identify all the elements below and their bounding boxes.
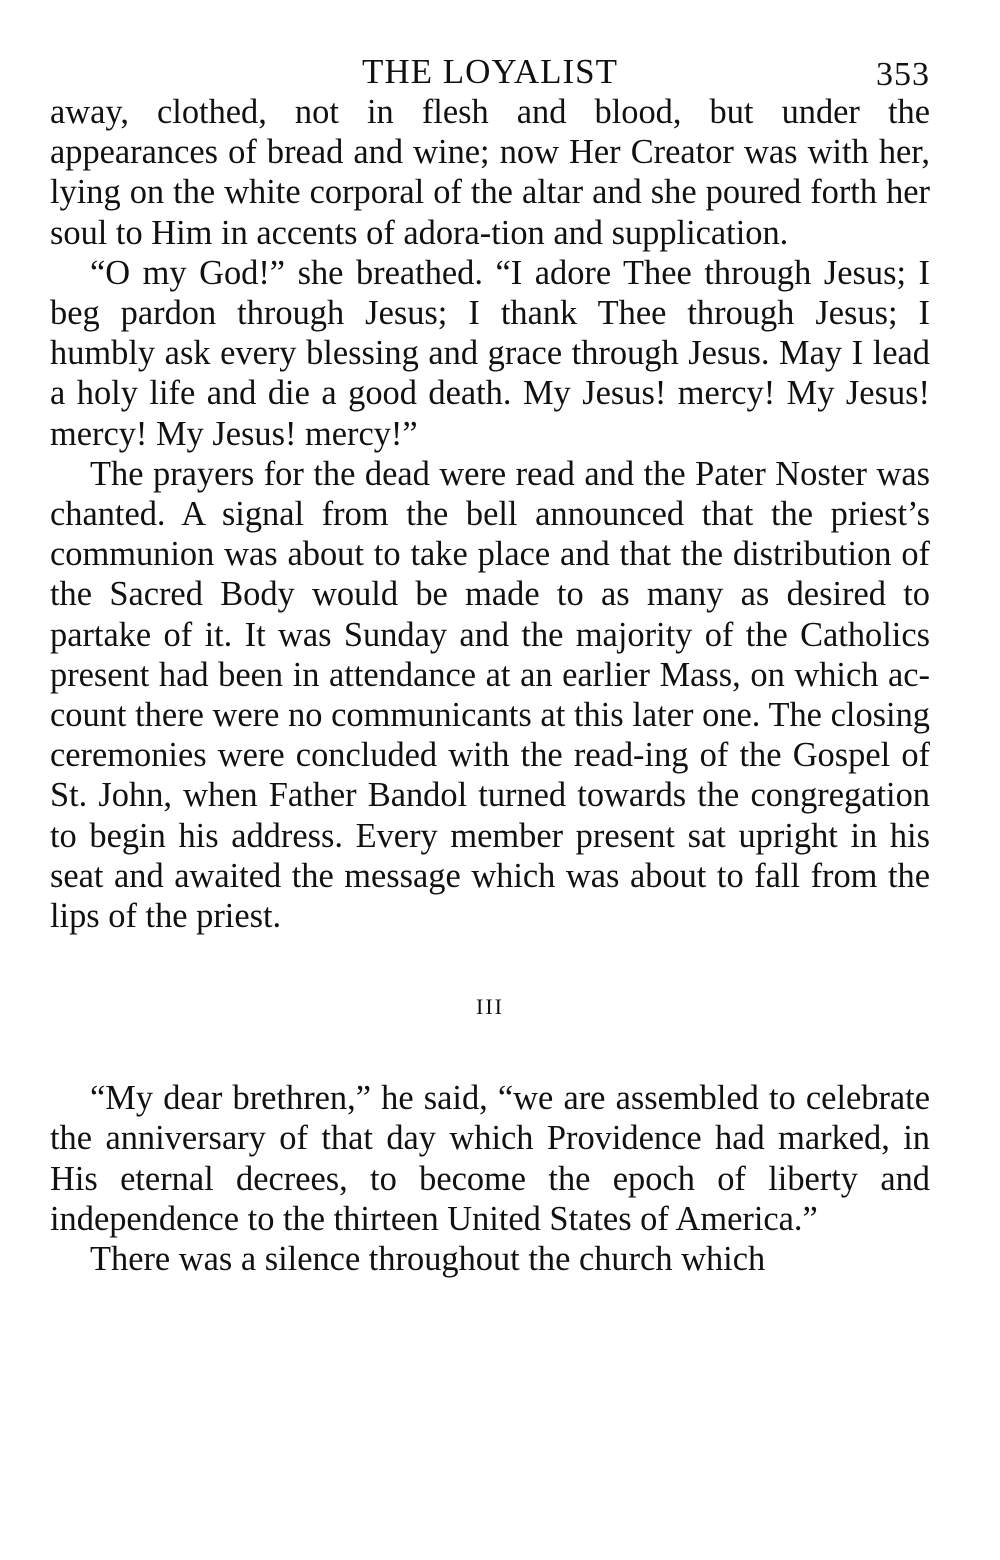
running-head xyxy=(50,52,930,92)
paragraph-prayer: “O my God!” she breathed. “I adore Thee through Jesus; I beg pardon through Jesus; I thank Thee through Jesus; I humbly ask every blessing and grace through Jesus. May I lead a holy life and die a good death. My Jesus! mercy! My Jesus! mercy! My Jesus! mercy!” xyxy=(50,253,930,453)
paragraph-continuation: away, clothed, not in flesh and blood, but under the appearances of bread and wine; now Her Creator was with her, lying on the white corporal of the altar and she poured forth her soul to Him in accents of adora-tion and supplication. xyxy=(50,93,930,252)
page-number: 353 xyxy=(876,56,930,93)
running-title: THE LOYALIST xyxy=(362,52,618,91)
body-text xyxy=(50,92,930,1279)
paragraph-silence: There was a silence throughout the church which xyxy=(90,1240,766,1279)
book-page xyxy=(50,52,930,1279)
section-marker: III xyxy=(476,994,504,1020)
paragraph-address: “My dear brethren,” he said, “we are assembled to celebrate the anniversary of that day which Providence had marked, in His eternal decrees, to become the epoch of liberty and independence to the thirteen United States of America.” xyxy=(50,1079,930,1238)
paragraph-mass: The prayers for the dead were read and the Pater Noster was chanted. A signal from the bell announced that the priest’s communion was about to take place and that the distribution of the Sacred Body would be made to as many as desired to partake of it. It was Sunday and the majority of the Catholics present had been in attendance at an earlier Mass, on which ac-count there were no communicants at this later one. The closing ceremonies were concluded with the read-ing of the Gospel of St. John, when Father Bandol turned towards the congregation to begin his address. Every member present sat upright in his seat and awaited the message which was about to fall from the lips of the priest. xyxy=(50,454,930,936)
